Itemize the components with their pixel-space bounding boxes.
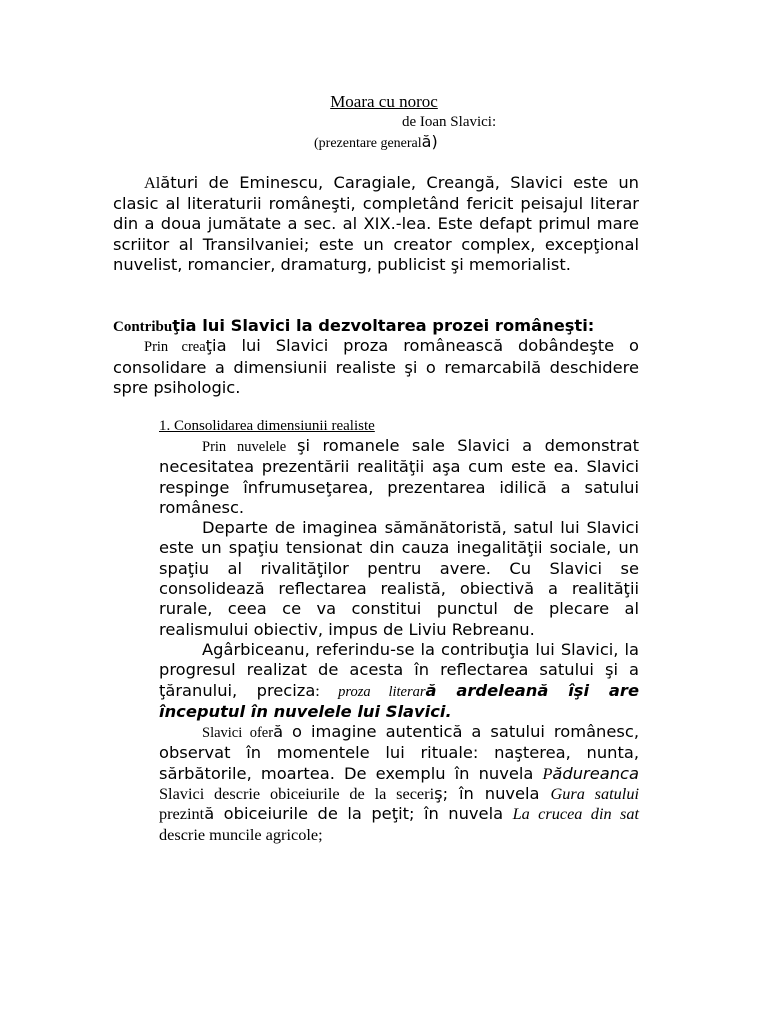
intro-lead: Al (144, 173, 161, 192)
intro-paragraph (113, 173, 639, 276)
p3-text: Agârbiceanu, referindu-se la contribuţia lui Slavici, la progresul realizat de acesta în reflectarea satului şi a ţăranului, preciza (159, 639, 639, 700)
p3-end: . (445, 701, 452, 721)
heading-lead: Contribu (113, 319, 173, 335)
section-1-paragraph-1 (159, 436, 639, 518)
section-1-title: 1. Consolidarea dimensiunii realiste (159, 418, 375, 434)
subtitle-part-a: (prezentare general (314, 136, 422, 151)
section-1-paragraph-3 (159, 640, 639, 722)
p4-title1-b: ădureanca (552, 763, 639, 783)
p4-mid1: Slavici descrie obiceiurile de la seceri (159, 784, 435, 804)
p1-lead: Prin nuvelele (202, 439, 298, 455)
section-heading (113, 316, 673, 337)
document-title: Moara cu noroc (330, 92, 438, 111)
p4-title2: Gura satului (550, 784, 639, 804)
heading-para-lead: Prin crea (144, 339, 206, 355)
p4-title1-a: P (542, 763, 553, 783)
p4-mid4: ă obiceiurile de la peţit; în nuvela (204, 804, 513, 824)
heading-paragraph (113, 336, 639, 399)
p4-title3: La crucea din sat (512, 804, 639, 824)
p3-quote: ă ardeleană îşi are începutul în nuvelele lui Slavici (159, 680, 639, 721)
p3-quote-lead: proza literar (338, 683, 426, 700)
document-subtitle (314, 132, 438, 152)
p4-mid3: prezint (159, 804, 205, 824)
heading-para-text: ţia lui Slavici proza românească dobândeşte o consolidare a dimensiunii realiste şi o remarcabilă deschidere spre psihologic. (113, 336, 639, 397)
p4-lead: Slavici ofer (202, 725, 274, 742)
p4-mid2: ş; în nuvela (434, 784, 551, 804)
section-1 (159, 416, 639, 845)
p3-colon: : (315, 680, 339, 700)
p1-text: şi romanele sale Slavici a demonstrat necesitatea prezentării realităţii aşa cum este ea. Slavici respinge înfrumuseţarea, prezentarea idilică a satului românesc. (159, 436, 639, 517)
section-1-paragraph-4 (159, 722, 639, 845)
intro-text: ături de Eminescu, Caragiale, Creangă, Slavici este un clasic al literaturii româneşti, completând fericit peisajul literar din a doua jumătate a sec. al XIX.-lea. Este defapt primul mare scriitor al Transilvaniei; este un creator complex, excepţional nuvelist, romancier, dramaturg, publicist şi memorialist. (113, 173, 639, 274)
document-author: de Ioan Slavici: (402, 114, 497, 130)
section-1-paragraph-2: Departe de imaginea sămănătoristă, satul lui Slavici este un spaţiu tensionat din cauza inegalităţii sociale, un spaţiu al rivalităţilor pentru avere. Cu Slavici se consolidează reflectarea realistă, obiectivă a realităţii rurale, ceea ce va constitui punctul de plecare al realismului obiectiv, impus de Liviu Rebreanu. (159, 518, 639, 639)
p4-text: ă o imagine autentică a satului românesc, observat în momentele lui rituale: naşterea, nunta, sărbătorile, moartea. De exemplu în nuvela (159, 722, 639, 783)
heading-text: ţia lui Slavici la dezvoltarea prozei româneşti: (172, 316, 595, 335)
p4-mid5: descrie muncile agricole; (159, 824, 323, 844)
subtitle-part-b: ă) (421, 132, 438, 151)
